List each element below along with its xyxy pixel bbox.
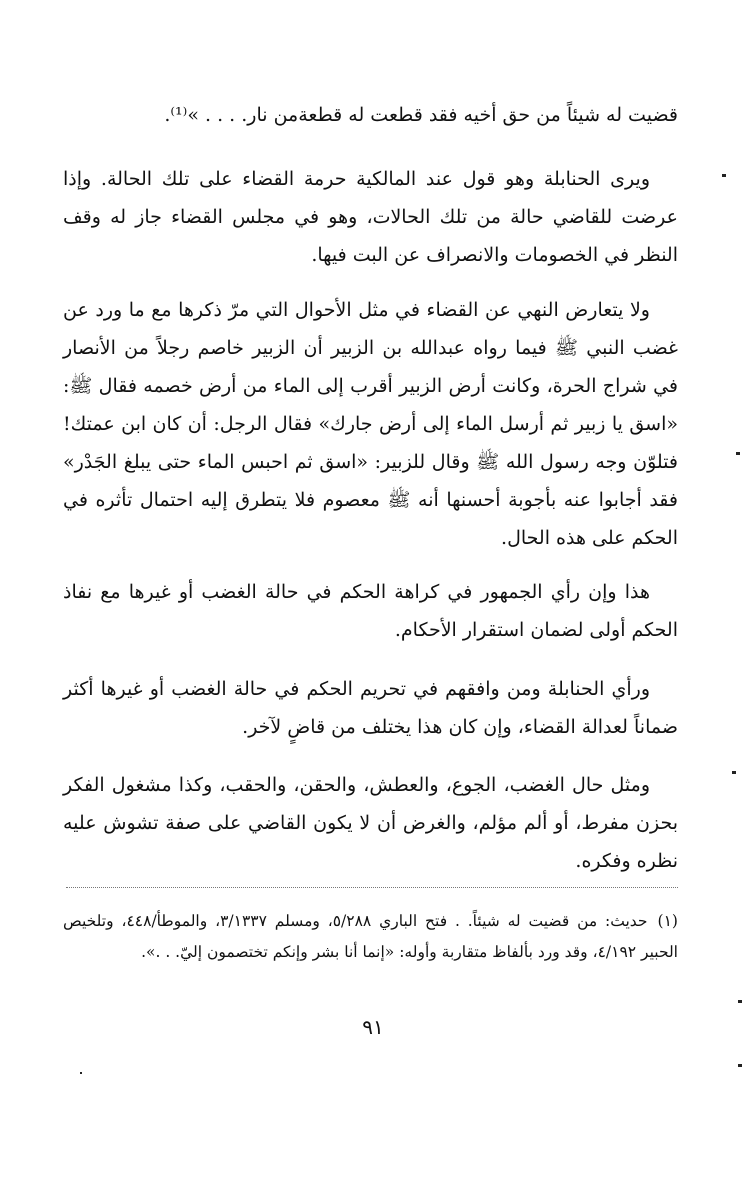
paragraph-hanabila-guarantee: ورأي الحنابلة ومن وافقهم في تحريم الحكم في حالة الغضب أو غيرها أكثر ضماناً لعدالة القضاء، وإن كان هذا يختلف من قاضٍ لآخر. [63,678,678,738]
paragraph-hanabila-view: ويرى الحنابلة وهو قول عند المالكية حرمة القضاء على تلك الحالة. وإذا عرضت للقاضي حالة من تلك الحالات، وهو في مجلس القضاء جاز له وقف النظر في الخصومات والانصراف عن البت فيها. [63,168,678,266]
paragraph-hadith-end: قضيت له شيئاً من حق أخيه فقد قطعت له قطعةمن نار. . . . »⁽¹⁾. [164,104,678,126]
footnote [63,906,678,968]
paragraph-prophet-anger: ولا يتعارض النهي عن القضاء في مثل الأحوال التي مرّ ذكرها مع ما ورد عن غضب النبي ﷺ فيما رواه عبدالله بن الزبير أن الزبير خاصم رجلاً من الأنصار في شراج الحرة، وكانت أرض الزبير أقرب إلى الماء من أرض خصمه فقال ﷺ: «اسق يا زبير ثم أرسل الماء إلى أرض جارك» فقال الرجل: أن كان ابن عمتك! فتلوّن وجه رسول الله ﷺ وقال للزبير: «اسق ثم احبس الماء حتى يبلغ الجَدْر» فقد أجابوا عنه بأجوبة أحسنها أنه ﷺ معصوم فلا يتطرق إليه احتمال تأثره في الحكم على هذه الحال. [63,299,678,549]
paragraph-other-states: ومثل حال الغضب، الجوع، والعطش، والحقن، والحقب، وكذا مشغول الفكر بحزن مفرط، أو ألم مؤلم، والغرض أن لا يكون القاضي على صفة تشوش عليه نظره وفكره. [63,774,678,872]
scan-speck [732,771,736,774]
scan-speck [738,1000,742,1003]
paragraph-majority-view: هذا وإن رأي الجمهور في كراهة الحكم في حالة الغضب أو غيرها مع نفاذ الحكم أولى لضمان استقرار الأحكام. [63,581,678,641]
footnote-separator [66,887,678,888]
scan-speck [736,452,740,455]
page-number: ٩١ [362,1015,384,1039]
scan-speck [722,174,726,177]
scan-speck [738,1064,742,1067]
footnote-text: حديث: من قضيت له شيئاً. . فتح الباري ٥/٢٨٨، ومسلم ٣/١٣٣٧، والموطأ/٤٤٨، وتلخيص الحبير ٤/١٩٢، وقد ورد بألفاظ متقاربة وأوله: «إنما أنا بشر وإنكم تختصمون إليّ. . .». [63,912,678,961]
footnote-number: (١) [657,912,678,930]
scan-speck [80,1072,82,1074]
